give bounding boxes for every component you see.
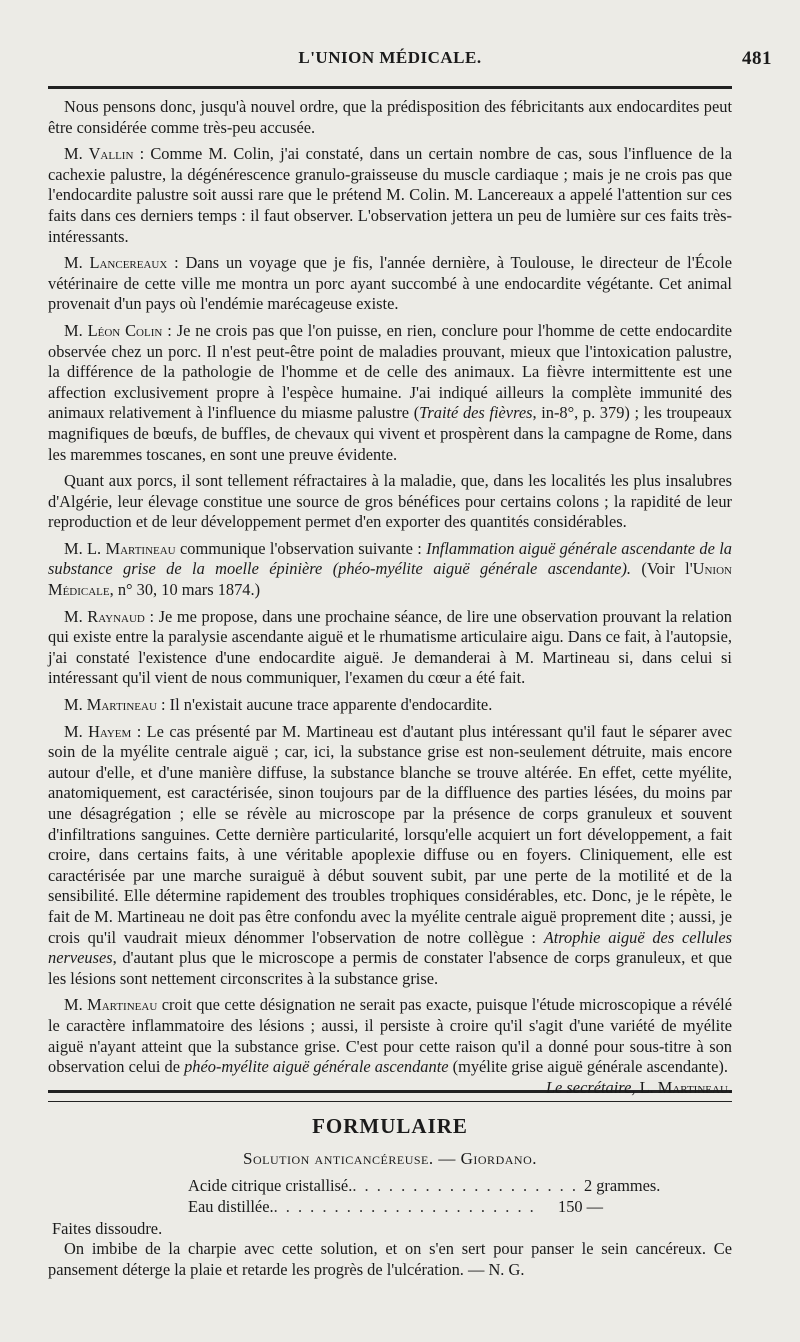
italic-title: Atrophie aiguë des cellules nerveuses <box>48 927 733 968</box>
paragraph-text: Je me propose, dans une prochaine séance, de lire une observation prouvant la relation qui existe entre la paralysie ascendante aiguë et le rhumatisme articulaire aigu. Dans ce fait, à l'autopsie, j'ai constaté l'existence d'une endocardite aiguë. Je demanderai à M. Martineau si, dans celui si intéressant qu'il vient de nous communiquer, l'examen du cœur a été fait. <box>48 606 732 688</box>
paragraph-text: Le cas présenté par M. Martineau est d'autant plus intéressant qu'il faut le séparer avec soin de la myélite centrale aiguë ; car, ici, la substance grise est non-seulement détruite, mais encore autour d'elle, et d'une manière diffuse, la substance blanche se trouve altérée. En effet, cette myélite, anatomiquement, est caractérisée, sinon toujours par de la diffluence des parties lésées, du moins par une désagrégation ; elle se révèle au microscope par la présence de corps granuleux et souvent d'infiltrations sanguines. Cette dernière particularité, lorsqu'elle acquiert un fort développement, a fait croire, dans certains faits, à une véritable apoplexie diffuse ou en foyers. Cliniquement, elle est caractérisée par une marche suraiguë à début souvent subit, par une perte de la motilité et de la sensibilité. Elle détermine rapidement des troubles trophiques considérables, etc. Donc, je le répète, le fait de M. Martineau ne doit pas être confondu avec la myélite centrale aiguë proprement dite ; aussi, je crois qu'il vaudrait mieux dénommer l'observation de notre collègue : <box>48 721 732 947</box>
paragraph-text: Il n'existait aucune trace apparente d'endocardite. <box>165 695 493 715</box>
paragraph <box>48 471 732 533</box>
paragraph-text: Quant aux porcs, il sont tellement réfractaires à la maladie, que, dans les localités les plus insalubres d'Algérie, leur élevage constitue une source de gros bénéfices pour certains colons ; la rapidité de leur reproduction et de leur développement permet d'en exporter des quantités considérables. <box>48 471 732 532</box>
signature-name: L. Martineau. <box>639 1077 732 1097</box>
closing-paragraph: On imbibe de la charpie avec cette solution, et on s'en sert pour panser le sein cancéreux. Ce pansement déterge la plaie et retarde les progrès de l'ulcération. — N. G. <box>48 1239 732 1279</box>
paragraph-text: (myélite grise aiguë générale ascendante). <box>448 1057 728 1077</box>
italic-reference: Traité des fièvres <box>419 403 533 423</box>
signature-role: Le secrétaire, <box>545 1077 636 1097</box>
header-rule <box>48 86 732 89</box>
paragraph <box>48 144 732 247</box>
speaker: M. L. Martineau <box>64 538 176 558</box>
ingredient-name: Eau distillée. <box>188 1196 274 1216</box>
closing-text <box>48 1219 732 1281</box>
paragraph <box>48 695 732 716</box>
speaker: M. Lancereaux : <box>64 253 179 273</box>
paragraph-text: Nous pensons donc, jusqu'à nouvel ordre, que la prédisposition des fébricitants aux endocardites peut être considérée comme très-peu accusée. <box>48 97 732 137</box>
paragraph-text: Je ne crois pas que l'on puisse, en rien, conclure pour l'homme de cette endocardite observée chez un porc. Il n'est peut-être point de maladies prouvant, mieux que l'intoxication palustre, la différence de la pathologie de l'homme et de celle des animaux. La fièvre intermittente est une affection exclusivement propre à l'espèce humaine. J'ai indiqué ailleurs la complète immunité des animaux relativement à l'influence du miasme palustre ( <box>48 320 732 423</box>
speaker: M. Vallin : <box>64 144 145 164</box>
running-title: L'UNION MÉDICALE. <box>298 48 482 67</box>
speaker: M. Léon Colin : <box>64 320 172 340</box>
instruction: Faites dissoudre. <box>52 1218 163 1238</box>
speaker: M. Martineau : <box>64 695 166 715</box>
formulaire-title: FORMULAIRE <box>312 1113 468 1138</box>
speaker: M. Hayem : <box>64 721 142 741</box>
paragraph <box>48 321 732 465</box>
solution-title: Solution anticancéreuse. — Giordano. <box>243 1148 537 1168</box>
paragraph-text: communique l'observation suivante : <box>175 538 427 558</box>
ingredient-name: Acide citrique cristallisé. <box>188 1175 353 1195</box>
recipe-row <box>188 1175 668 1196</box>
journal-name: Union Médicale <box>48 559 732 600</box>
paragraph <box>48 253 732 315</box>
leader-dots: . . . . . . . . . . . . . . . . . . . . . . <box>273 1196 536 1216</box>
paragraph-text: croit que cette désignation ne serait pas exacte, puisque l'étude microscopique a révélé le caractère inflammatoire des lésions ; aussi, il persiste à croire qu'il s'agit d'une variété de myélite aiguë n'ayant atteint que la substance grise. C'est pour cette raison qu'il a donné pour sous-titre à son observation celui de <box>48 995 732 1077</box>
paragraph-text: Dans un voyage que je fis, l'année dernière, à Toulouse, le directeur de l'École vétérinaire de cette ville me montra un porc ayant succombé à une endocardite végétante. Cet animal provenait d'un pays où l'endémie marécageuse existe. <box>48 253 732 314</box>
ingredient-quantity: 2 grammes. <box>583 1175 661 1195</box>
ingredient-quantity: 150 — <box>558 1196 604 1216</box>
paragraph <box>48 607 732 689</box>
paragraph-text: Comme M. Colin, j'ai constaté, dans un certain nombre de cas, sous l'influence de la cachexie palustre, la dégénérescence granulo-graisseuse du muscle cardiaque ; mais je ne crois pas que l'endocardite palustre soit aussi rare que le prétend M. Colin. M. Lancereaux a appelé l'attention sur ces faits dans ces derniers temps : il faut observer. L'observation jettera un peu de lumière sur ces faits très-intéressants. <box>48 144 733 246</box>
running-head <box>48 44 772 80</box>
speaker: M. Raynaud : <box>64 606 155 626</box>
paragraph <box>48 97 732 138</box>
italic-title: Inflammation aiguë générale ascendante de la substance grise de la moelle épinière (phéo-myélite aiguë générale ascendante). <box>48 538 732 579</box>
paragraph-text: (Voir l' <box>631 559 693 579</box>
page-number: 481 <box>742 48 772 69</box>
recipe <box>188 1175 668 1217</box>
paragraph <box>48 722 732 990</box>
paragraph-text: , in-8°, p. 379) ; les troupeaux magnifiques de bœufs, de buffles, de chevaux qui vivent et prospèrent dans la campagne de Rome, dans les maremmes toscanes, en sont une preuve évidente. <box>48 403 732 464</box>
leader-dots: . . . . . . . . . . . . . . . . . . . <box>352 1175 578 1195</box>
body-text <box>48 97 733 1097</box>
recipe-row <box>188 1196 668 1217</box>
paragraph <box>48 539 732 601</box>
paragraph-text: , n° 30, 10 mars 1874.) <box>109 580 261 600</box>
speaker: M. Martineau <box>64 995 158 1015</box>
italic-title: phéo-myélite aiguë générale ascendante <box>184 1057 449 1077</box>
paragraph-text: , d'autant plus que le microscope a permis de constater l'absence de corps granuleux, et que les lésions sont nettement circonscrites à la substance grise. <box>48 948 732 988</box>
signature <box>530 1078 732 1099</box>
paragraph <box>48 995 732 1097</box>
